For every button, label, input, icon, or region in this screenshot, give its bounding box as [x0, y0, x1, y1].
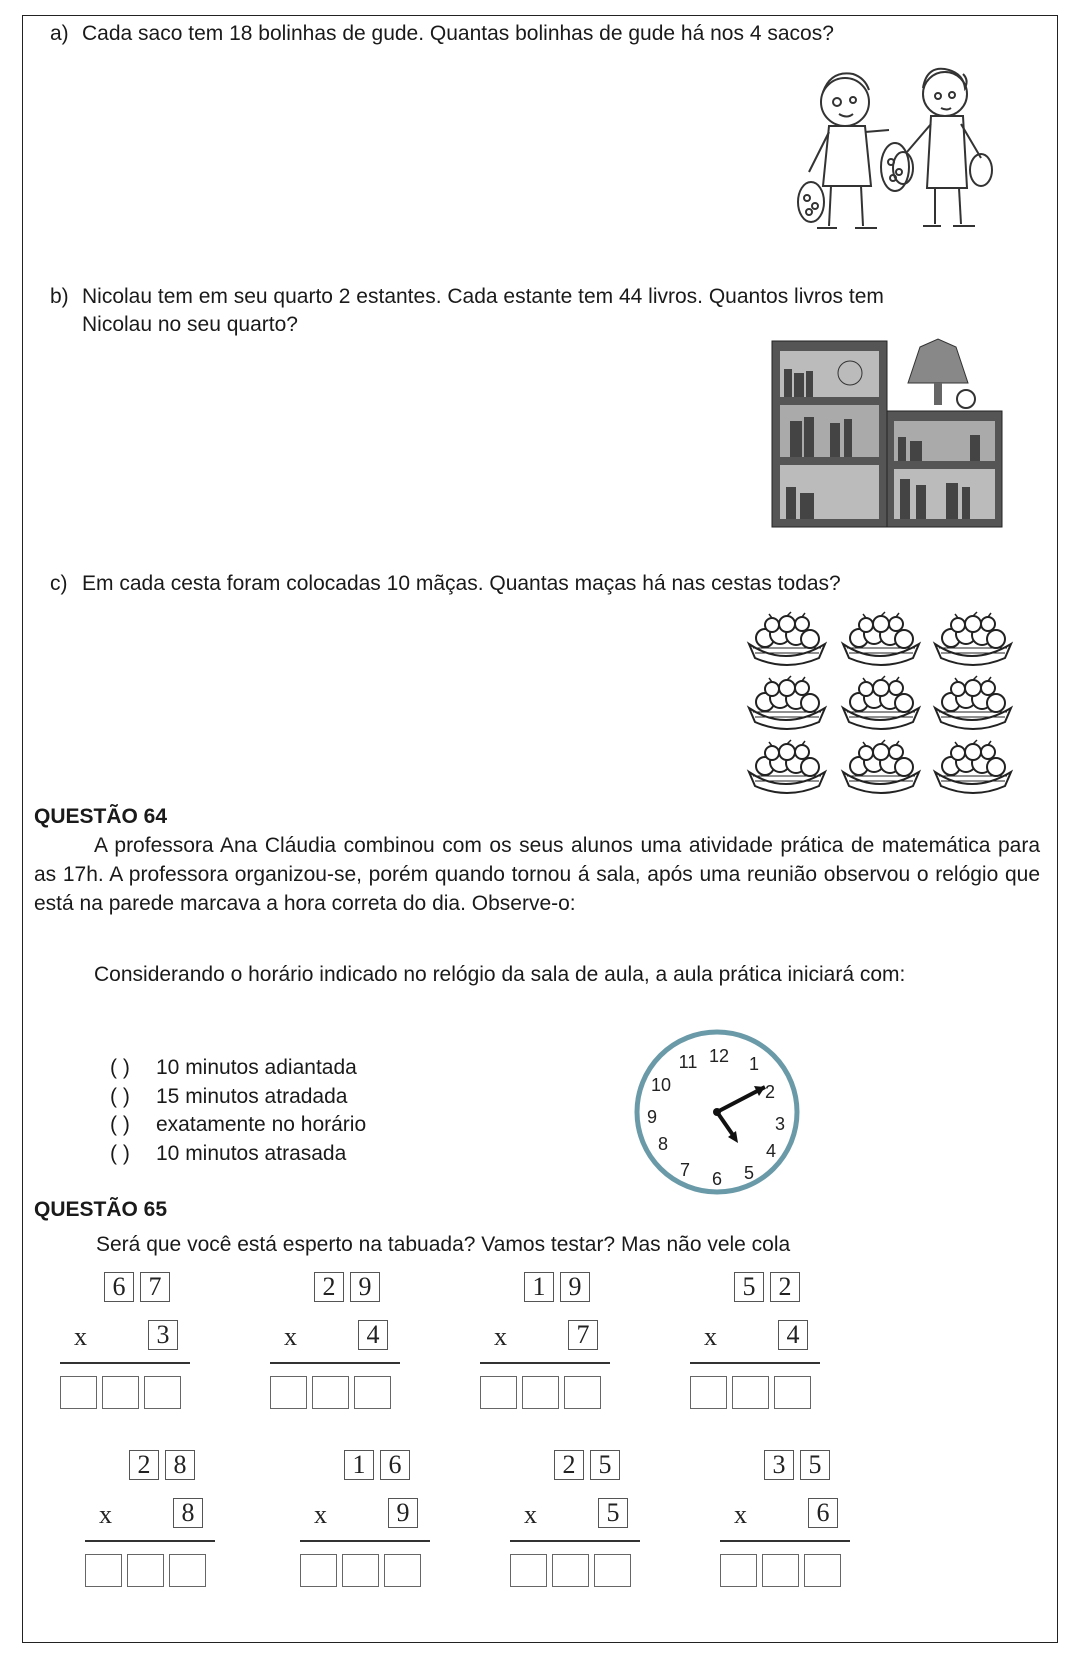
multiplication-problem [270, 1272, 410, 1412]
multiplication-problem [300, 1450, 440, 1590]
answer-box-ones[interactable] [564, 1376, 601, 1409]
multiplier: 4 [358, 1320, 388, 1350]
answer-box-hundreds[interactable] [510, 1554, 547, 1587]
times-sign: x [99, 1500, 112, 1529]
clock-number-6: 6 [711, 1169, 723, 1189]
multiplicand-tens: 2 [554, 1450, 584, 1480]
multiplicand-tens: 5 [734, 1272, 764, 1302]
answer-box-hundreds[interactable] [480, 1376, 517, 1409]
multiplier: 5 [598, 1498, 628, 1528]
answer-box-ones[interactable] [144, 1376, 181, 1409]
wall-clock [630, 1025, 805, 1200]
answer-box-ones[interactable] [354, 1376, 391, 1409]
multiplication-problem [85, 1450, 225, 1590]
apple-baskets-illustration [745, 606, 1015, 796]
answer-box-tens[interactable] [762, 1554, 799, 1587]
sum-line [720, 1540, 850, 1542]
clock-number-10: 10 [650, 1075, 672, 1095]
sum-line [300, 1540, 430, 1542]
multiplication-problem [480, 1272, 620, 1412]
clock-number-3: 3 [774, 1114, 786, 1134]
multiplier: 9 [388, 1498, 418, 1528]
question-b-label: b) [50, 285, 69, 308]
clock-number-11: 11 [678, 1052, 698, 1072]
answer-box-tens[interactable] [127, 1554, 164, 1587]
multiplicand-ones: 8 [165, 1450, 195, 1480]
multiplicand-ones: 5 [800, 1450, 830, 1480]
bookshelves-illustration [770, 337, 1020, 532]
question-64-options [110, 1054, 366, 1168]
answer-box-tens[interactable] [102, 1376, 139, 1409]
multiplicand-ones: 9 [350, 1272, 380, 1302]
answer-box-ones[interactable] [804, 1554, 841, 1587]
multiplicand-tens: 6 [104, 1272, 134, 1302]
times-sign: x [734, 1500, 747, 1529]
question-a-text: Cada saco tem 18 bolinhas de gude. Quantas bolinhas de gude há nos 4 sacos? [82, 22, 834, 45]
times-sign: x [524, 1500, 537, 1529]
times-sign: x [284, 1322, 297, 1351]
multiplicand-tens: 1 [344, 1450, 374, 1480]
multiplier: 3 [148, 1320, 178, 1350]
times-sign: x [314, 1500, 327, 1529]
answer-box-ones[interactable] [594, 1554, 631, 1587]
option-2[interactable] [110, 1083, 366, 1112]
multiplier: 6 [808, 1498, 838, 1528]
multiplier: 7 [568, 1320, 598, 1350]
sum-line [60, 1362, 190, 1364]
clock-number-5: 5 [743, 1163, 755, 1183]
question-b-text-line1: Nicolau tem em seu quarto 2 estantes. Cada estante tem 44 livros. Quantos livros tem [82, 285, 884, 308]
option-2-text: 15 minutos atradada [156, 1084, 348, 1108]
sum-line [480, 1362, 610, 1364]
multiplicand-ones: 7 [140, 1272, 170, 1302]
question-a-label: a) [50, 22, 69, 45]
answer-box-hundreds[interactable] [85, 1554, 122, 1587]
question-65-intro: Será que você está esperto na tabuada? Vamos testar? Mas não vele cola [96, 1233, 791, 1256]
option-3[interactable] [110, 1111, 366, 1140]
answer-box-hundreds[interactable] [270, 1376, 307, 1409]
answer-box-tens[interactable] [342, 1554, 379, 1587]
times-sign: x [494, 1322, 507, 1351]
answer-box-ones[interactable] [169, 1554, 206, 1587]
option-4[interactable] [110, 1140, 366, 1169]
question-c-text: Em cada cesta foram colocadas 10 mãças. Quantas maças há nas cestas todas? [82, 572, 841, 595]
multiplicand-ones: 2 [770, 1272, 800, 1302]
answer-box-hundreds[interactable] [300, 1554, 337, 1587]
multiplicand-tens: 1 [524, 1272, 554, 1302]
option-1-checkbox[interactable]: ( ) [110, 1056, 130, 1079]
clock-number-7: 7 [679, 1160, 691, 1180]
question-64-paragraph-1: A professora Ana Cláudia combinou com os seus alunos uma atividade prática de matemática para as 17h. A professora organizou-se, porém quando tornou á sala, após uma reunião observou o relógio que está na parede marcava a hora correta do dia. Observe-o: [34, 834, 1040, 915]
multiplication-problem [510, 1450, 650, 1590]
answer-box-hundreds[interactable] [720, 1554, 757, 1587]
clock-number-12: 12 [708, 1046, 730, 1066]
answer-box-tens[interactable] [522, 1376, 559, 1409]
sum-line [270, 1362, 400, 1364]
boys-with-marble-bags-illustration [795, 62, 995, 242]
multiplicand-ones: 9 [560, 1272, 590, 1302]
answer-box-ones[interactable] [384, 1554, 421, 1587]
clock-number-8: 8 [657, 1134, 669, 1154]
times-sign: x [704, 1322, 717, 1351]
times-sign: x [74, 1322, 87, 1351]
multiplication-problem [690, 1272, 830, 1412]
clock-number-1: 1 [748, 1054, 760, 1074]
multiplication-problem [60, 1272, 200, 1412]
multiplicand-ones: 6 [380, 1450, 410, 1480]
question-64-paragraph-2: Considerando o horário indicado no relógio da sala de aula, a aula prática iniciará com: [94, 963, 906, 986]
question-c-label: c) [50, 572, 68, 595]
sum-line [85, 1540, 215, 1542]
option-2-checkbox[interactable]: ( ) [110, 1084, 130, 1108]
answer-box-tens[interactable] [732, 1376, 769, 1409]
multiplicand-tens: 2 [314, 1272, 344, 1302]
answer-box-hundreds[interactable] [60, 1376, 97, 1409]
question-65-heading: QUESTÃO 65 [34, 1198, 168, 1221]
option-4-checkbox[interactable]: ( ) [110, 1141, 130, 1165]
clock-number-4: 4 [765, 1141, 777, 1161]
answer-box-ones[interactable] [774, 1376, 811, 1409]
answer-box-hundreds[interactable] [690, 1376, 727, 1409]
multiplier: 8 [173, 1498, 203, 1528]
option-1-text: 10 minutos adiantada [156, 1056, 357, 1079]
option-4-text: 10 minutos atrasada [156, 1141, 347, 1165]
option-3-text: exatamente no horário [156, 1113, 367, 1136]
multiplier: 4 [778, 1320, 808, 1350]
multiplicand-ones: 5 [590, 1450, 620, 1480]
sum-line [510, 1540, 640, 1542]
answer-box-tens[interactable] [552, 1554, 589, 1587]
clock-number-2: 2 [764, 1082, 776, 1102]
option-1[interactable] [110, 1054, 366, 1083]
sum-line [690, 1362, 820, 1364]
option-3-checkbox[interactable]: ( ) [110, 1113, 130, 1136]
multiplicand-tens: 3 [764, 1450, 794, 1480]
question-b-text-line2: Nicolau no seu quarto? [82, 313, 298, 336]
answer-box-tens[interactable] [312, 1376, 349, 1409]
multiplication-problem [720, 1450, 860, 1590]
multiplicand-tens: 2 [129, 1450, 159, 1480]
question-64-heading: QUESTÃO 64 [34, 805, 168, 828]
clock-number-9: 9 [646, 1107, 658, 1127]
